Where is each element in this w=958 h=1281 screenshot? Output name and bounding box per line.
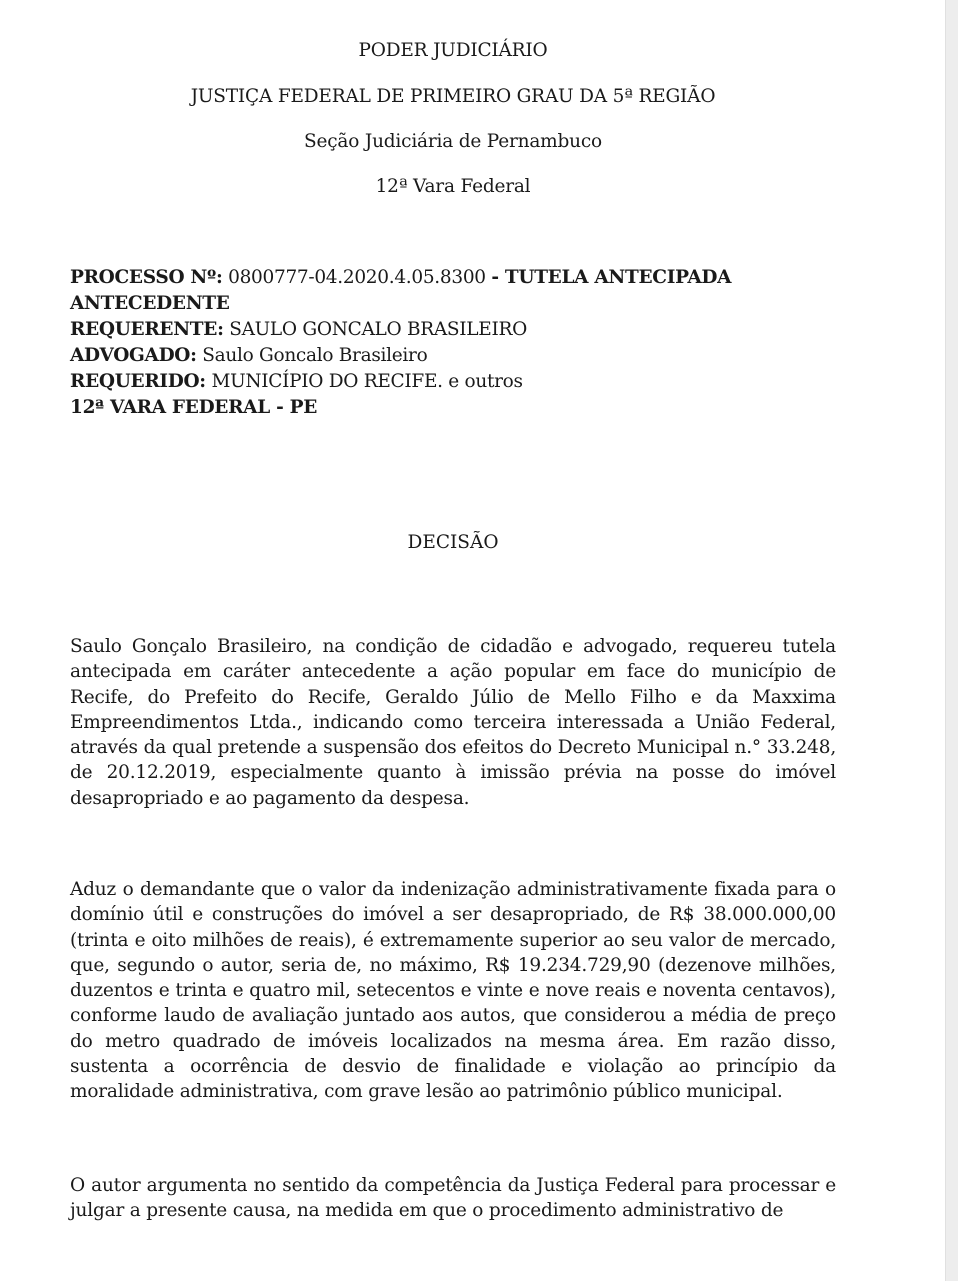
header-vara: 12ª Vara Federal: [375, 176, 531, 197]
processo-label: PROCESSO Nº:: [70, 267, 223, 288]
requerente-value: SAULO GONCALO BRASILEIRO: [229, 319, 528, 340]
header-justice: JUSTIÇA FEDERAL DE PRIMEIRO GRAU DA 5ª REGIÃO: [190, 86, 716, 107]
advogado-value: Saulo Goncalo Brasileiro: [202, 345, 428, 366]
processo-line: [70, 265, 850, 317]
requerido-value: MUNICÍPIO DO RECIFE. e outros: [211, 371, 523, 392]
processo-type: - TUTELA ANTECIPADA ANTECEDENTE: [70, 267, 732, 314]
requerente-line: [70, 317, 850, 343]
paragraph-3: O autor argumenta no sentido da competência da Justiça Federal para processar e julgar a presente causa, na medida em que o procedimento administrativo de: [70, 1175, 836, 1222]
advogado-line: [70, 343, 850, 369]
case-metadata: [70, 265, 850, 421]
requerido-line: [70, 369, 850, 395]
header-section: Seção Judiciária de Pernambuco: [304, 131, 602, 152]
paragraph-1: Saulo Gonçalo Brasileiro, na condição de cidadão e advogado, requereu tutela antecipada em caráter antecedente a ação popular em face do município de Recife, do Prefeito do Recife, Geraldo Júlio de Mello Filho e da Maxxima Empreendimentos Ltda., indicando como terceira interessada a União Federal, através da qual pretende a suspensão dos efeitos do Decreto Municipal n.° 33.248, de 20.12.2019, especialmente quanto à imissão prévia na posse do imóvel desapropriado e ao pagamento da despesa.: [70, 636, 836, 809]
requerido-label: REQUERIDO:: [70, 371, 206, 392]
vara-line: [70, 395, 850, 421]
paragraph-2: Aduz o demandante que o valor da indenização administrativamente fixada para o domínio útil e construções do imóvel a ser desapropriado, de R$ 38.000.000,00 (trinta e oito milhões de reais), é extremamente superior ao seu valor de mercado, que, segundo o autor, seria de, no máximo, R$ 19.234.729,90 (dezenove milhões, duzentos e trinta e quatro mil, setecentos e vinte e nove reais e noventa centavos), conforme laudo de avaliação juntado aos autos, que considerou a média de preço do metro quadrado de imóveis localizados na mesma área. Em razão disso, sustenta a ocorrência de desvio de finalidade e violação ao princípio da moralidade administrativa, com grave lesão ao patrimônio público municipal.: [70, 879, 836, 1103]
requerente-label: REQUERENTE:: [70, 319, 224, 340]
vara-value: 12ª VARA FEDERAL - PE: [70, 397, 318, 418]
header-court: PODER JUDICIÁRIO: [358, 40, 548, 61]
scrollbar-track[interactable]: [945, 0, 958, 1281]
processo-number: 0800777-04.2020.4.05.8300: [228, 267, 486, 288]
decision-title: DECISÃO: [407, 532, 499, 553]
advogado-label: ADVOGADO:: [70, 345, 197, 366]
